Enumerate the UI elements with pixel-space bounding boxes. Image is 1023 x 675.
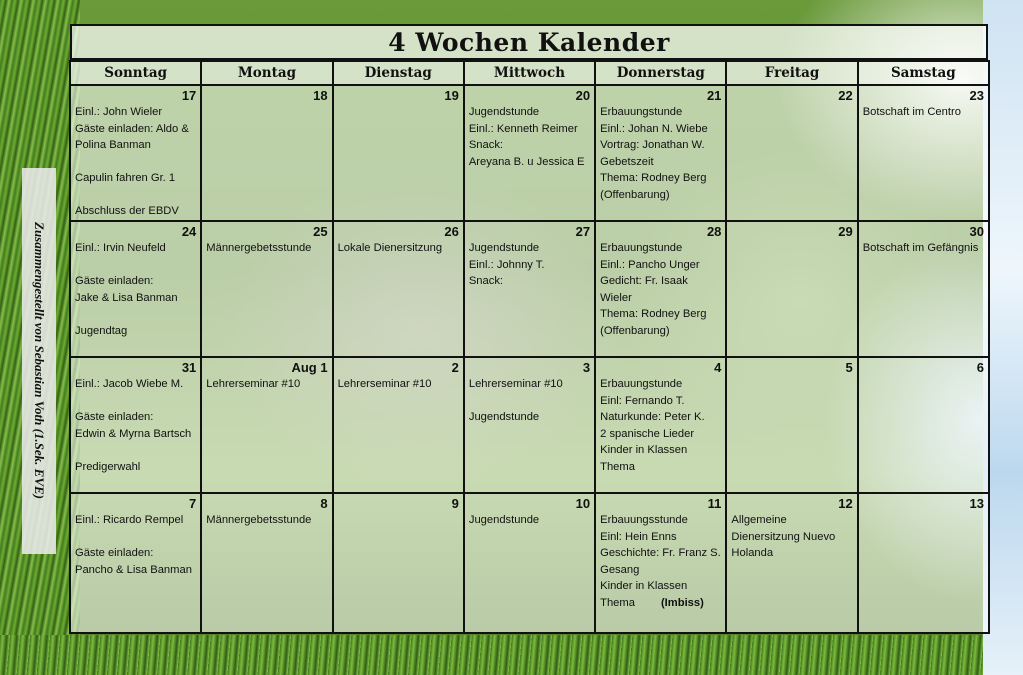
event-line: Einl: Hein Enns [600, 530, 677, 543]
event-line: Lehrerseminar #10 [468, 378, 563, 390]
event-line: Gäste einladen: Aldo & Polina Banman [75, 122, 189, 151]
day-cell [595, 493, 726, 633]
weekday-header: Montag [201, 61, 332, 85]
event-line: Erbauungstunde [600, 106, 683, 118]
event-line: Erbauungstunde [600, 242, 683, 254]
event-line: Thema [600, 460, 635, 473]
day-cell [726, 85, 857, 221]
event-line: Männergebetsstunde [206, 514, 312, 526]
event-line: Lokale Dienersitzung [337, 242, 443, 254]
day-cell [726, 357, 857, 493]
event-line: Vortrag: Jonathan W. Gebetszeit [600, 139, 705, 168]
weekday-header: Mittwoch [464, 61, 595, 85]
event-line: Jugendstunde [468, 411, 540, 423]
day-cell [333, 85, 464, 221]
event-line: Predigerwahl [75, 460, 141, 473]
day-cell [595, 221, 726, 357]
day-cell [464, 221, 595, 357]
day-cell [595, 85, 726, 221]
day-number: 7 [189, 496, 197, 511]
event-line: Naturkunde: Peter K. [600, 411, 705, 423]
day-cell [70, 357, 201, 493]
day-number: 12 [838, 496, 853, 511]
event-line: Thema: Rodney Berg (Offenbarung) [600, 172, 707, 201]
event-line: Kinder in Klassen [600, 444, 688, 456]
event-line: Gäste einladen: [75, 547, 154, 559]
day-cell [70, 221, 201, 357]
week-row [70, 357, 989, 493]
event-line: Männergebetsstunde [206, 242, 312, 254]
event-line: Einl.: John Wieler [75, 106, 163, 118]
event-line: Lehrerseminar #10 [337, 378, 432, 390]
event-line: Einl.: Johnny T. [468, 258, 545, 271]
day-number: 20 [575, 88, 591, 103]
day-cell [726, 221, 857, 357]
event-line: Allgemeine Dienersitzung Nuevo Holanda [731, 514, 836, 559]
day-cell [70, 85, 201, 221]
grass-background-bottom [0, 635, 1023, 675]
event-line [600, 595, 721, 612]
day-cell [464, 357, 595, 493]
day-number: 23 [969, 88, 984, 103]
author-credit: Zusammengestellt von Sebastian Voth (1.Sek. EVE) [32, 222, 47, 500]
day-cell [201, 357, 332, 493]
event-line: Gedicht: Fr. Isaak Wieler [600, 275, 688, 304]
event-line: Jake & Lisa Banman [75, 291, 178, 304]
event-line [75, 187, 196, 204]
event-topic: Thema [600, 596, 635, 609]
day-number: 22 [838, 88, 853, 103]
event-line [75, 529, 196, 546]
event-line: Botschaft im Gefängnis [862, 242, 979, 254]
day-number: 25 [313, 224, 328, 239]
event-line: Einl: Fernando T. [600, 394, 685, 407]
day-number: 5 [845, 360, 853, 375]
day-number: 24 [181, 224, 197, 239]
event-line [469, 393, 590, 410]
event-line [75, 154, 196, 171]
day-number: 11 [707, 496, 722, 511]
day-number: 9 [451, 496, 459, 511]
day-number: 27 [575, 224, 591, 239]
day-number: 10 [575, 496, 591, 511]
event-line: Einl.: Ricardo Rempel [75, 514, 184, 526]
event-line: Jugendstunde [468, 106, 540, 118]
day-number: 19 [444, 88, 459, 103]
day-number: 31 [181, 360, 197, 375]
event-line: Abschluss der EBDV [75, 205, 179, 217]
day-number: 8 [320, 496, 328, 511]
event-line: Botschaft im Centro [862, 106, 961, 118]
event-line [75, 442, 196, 459]
event-line [75, 306, 196, 323]
event-line: Erbauungsstunde [600, 514, 688, 526]
day-cell [858, 85, 989, 221]
event-line: Einl.: Johan N. Wiebe [600, 122, 708, 135]
event-line: Edwin & Myrna Bartsch [75, 427, 192, 440]
day-cell [201, 221, 332, 357]
event-line: Einl.: Kenneth Reimer [468, 122, 578, 135]
day-number: 18 [313, 88, 328, 103]
day-cell [201, 85, 332, 221]
day-cell [70, 493, 201, 633]
event-line: Geschichte: Fr. Franz S. Gesang [600, 547, 721, 576]
day-number: 2 [451, 360, 459, 375]
day-cell [858, 357, 989, 493]
week-row [70, 493, 989, 633]
day-cell [333, 357, 464, 493]
day-number: 29 [838, 224, 853, 239]
event-line: Erbauungstunde [600, 378, 683, 390]
event-line: Jugendstunde [468, 514, 540, 526]
day-number: 30 [969, 224, 984, 239]
day-number: 6 [976, 360, 984, 375]
day-cell [595, 357, 726, 493]
day-cell [333, 493, 464, 633]
event-line: Snack: [468, 139, 504, 151]
week-row [70, 85, 989, 221]
event-line: Lehrerseminar #10 [206, 378, 301, 390]
weekday-header: Donnerstag [595, 61, 726, 85]
author-credit-box [22, 168, 56, 554]
event-line: Capulin fahren Gr. 1 [75, 172, 176, 184]
event-line: Gäste einladen: [75, 275, 154, 287]
calendar-table [69, 60, 990, 634]
event-line: Thema: Rodney Berg (Offenbarung) [600, 308, 707, 337]
event-line: 2 spanische Lieder [600, 427, 695, 440]
snack-note: (Imbiss) [660, 596, 704, 609]
event-line: Areyana B. u Jessica E [468, 155, 585, 168]
day-cell [464, 493, 595, 633]
event-line: Jugendstunde [468, 242, 540, 254]
calendar-title: 4 Wochen Kalender [70, 24, 988, 60]
day-number: 21 [706, 88, 722, 103]
event-line: Einl.: Irvin Neufeld [75, 242, 166, 254]
day-cell [464, 85, 595, 221]
day-cell [726, 493, 857, 633]
day-number: Aug 1 [291, 360, 328, 375]
event-line: Gäste einladen: [75, 411, 154, 423]
day-number: 3 [582, 360, 591, 375]
weekday-header: Freitag [726, 61, 857, 85]
day-cell [333, 221, 464, 357]
day-cell [858, 493, 989, 633]
event-line: Jugendtag [75, 324, 128, 337]
event-line [75, 393, 196, 410]
event-line: Einl.: Jacob Wiebe M. [75, 378, 184, 390]
event-line: Kinder in Klassen [600, 580, 688, 592]
day-cell [201, 493, 332, 633]
day-number: 4 [714, 360, 722, 375]
day-number: 17 [181, 88, 197, 103]
day-number: 26 [444, 224, 459, 239]
day-number: 13 [969, 496, 984, 511]
event-line [75, 257, 196, 274]
week-row [70, 221, 989, 357]
weekday-header: Sonntag [70, 61, 201, 85]
weekday-header-row [70, 61, 989, 85]
day-number: 28 [706, 224, 722, 239]
day-cell [858, 221, 989, 357]
weekday-header: Dienstag [333, 61, 464, 85]
event-line: Snack: [468, 275, 504, 287]
weekday-header: Samstag [858, 61, 989, 85]
event-line: Einl.: Pancho Unger [600, 258, 700, 271]
event-line: Pancho & Lisa Banman [75, 563, 192, 576]
